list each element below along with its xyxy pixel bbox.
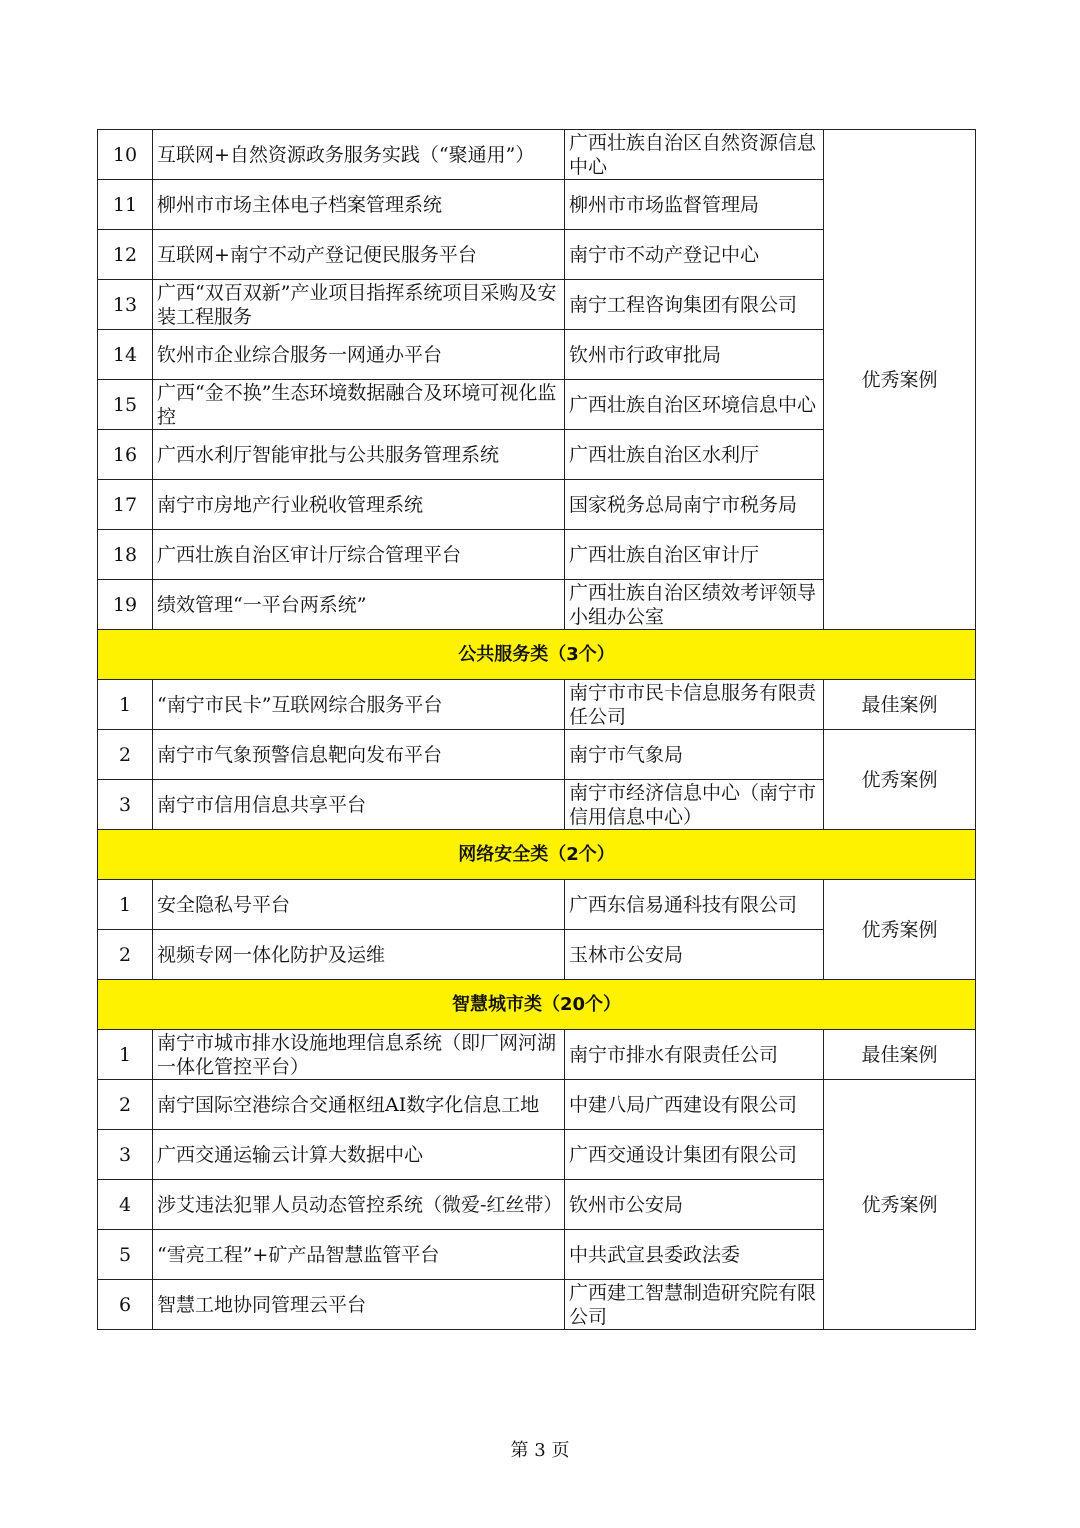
case-name: “雪亮工程”+矿产品智慧监管平台 <box>153 1230 565 1280</box>
row-number: 12 <box>98 230 153 280</box>
row-number: 19 <box>98 580 153 630</box>
case-name: 视频专网一体化防护及运维 <box>153 930 565 980</box>
case-name: 广西交通运输云计算大数据中心 <box>153 1130 565 1180</box>
row-number: 16 <box>98 430 153 480</box>
table-row <box>98 730 976 780</box>
row-number: 14 <box>98 330 153 380</box>
case-organization: 玉林市公安局 <box>565 930 824 980</box>
case-name: 柳州市市场主体电子档案管理系统 <box>153 180 565 230</box>
award-level: 优秀案例 <box>824 730 976 830</box>
section-header-cyber-security <box>98 830 976 880</box>
row-number: 18 <box>98 530 153 580</box>
case-organization: 广西壮族自治区绩效考评领导小组办公室 <box>565 580 824 630</box>
case-name: 绩效管理“一平台两系统” <box>153 580 565 630</box>
case-name: 智慧工地协同管理云平台 <box>153 1280 565 1330</box>
award-level: 优秀案例 <box>824 1080 976 1330</box>
case-organization: 钦州市公安局 <box>565 1180 824 1230</box>
case-organization: 广西壮族自治区审计厅 <box>565 530 824 580</box>
row-number: 2 <box>98 730 153 780</box>
case-name: 钦州市企业综合服务一网通办平台 <box>153 330 565 380</box>
section-header-public-service <box>98 630 976 680</box>
table-row <box>98 680 976 730</box>
case-organization: 广西壮族自治区环境信息中心 <box>565 380 824 430</box>
row-number: 17 <box>98 480 153 530</box>
page-number: 第 3 页 <box>510 1440 570 1461</box>
row-number: 15 <box>98 380 153 430</box>
case-name: 广西水利厅智能审批与公共服务管理系统 <box>153 430 565 480</box>
row-number: 10 <box>98 130 153 180</box>
case-organization: 南宁市经济信息中心（南宁市信用信息中心） <box>565 780 824 830</box>
table-row <box>98 130 976 180</box>
case-name: 互联网+自然资源政务服务实践（“聚通用”） <box>153 130 565 180</box>
case-name: 南宁市城市排水设施地理信息系统（即厂网河湖一体化管控平台） <box>153 1030 565 1080</box>
case-organization: 国家税务总局南宁市税务局 <box>565 480 824 530</box>
section-title: 智慧城市类（20个） <box>98 980 976 1030</box>
case-name: 广西“金不换”生态环境数据融合及环境可视化监控 <box>153 380 565 430</box>
case-organization: 广西壮族自治区水利厅 <box>565 430 824 480</box>
case-name: 安全隐私号平台 <box>153 880 565 930</box>
case-organization: 广西壮族自治区自然资源信息中心 <box>565 130 824 180</box>
case-name: 南宁市房地产行业税收管理系统 <box>153 480 565 530</box>
row-number: 1 <box>98 680 153 730</box>
case-organization: 广西建工智慧制造研究院有限公司 <box>565 1280 824 1330</box>
table-row <box>98 880 976 930</box>
table-row <box>98 1080 976 1130</box>
case-organization: 南宁市排水有限责任公司 <box>565 1030 824 1080</box>
row-number: 2 <box>98 930 153 980</box>
case-name: 互联网+南宁不动产登记便民服务平台 <box>153 230 565 280</box>
award-level: 优秀案例 <box>824 130 976 630</box>
award-level: 最佳案例 <box>824 1030 976 1080</box>
award-level: 最佳案例 <box>824 680 976 730</box>
case-name: 涉艾违法犯罪人员动态管控系统（微爱-红丝带） <box>153 1180 565 1230</box>
case-organization: 中共武宣县委政法委 <box>565 1230 824 1280</box>
case-organization: 广西东信易通科技有限公司 <box>565 880 824 930</box>
case-organization: 广西交通设计集团有限公司 <box>565 1130 824 1180</box>
case-organization: 南宁工程咨询集团有限公司 <box>565 280 824 330</box>
section-title: 网络安全类（2个） <box>98 830 976 880</box>
row-number: 3 <box>98 1130 153 1180</box>
row-number: 11 <box>98 180 153 230</box>
case-organization: 钦州市行政审批局 <box>565 330 824 380</box>
row-number: 5 <box>98 1230 153 1280</box>
row-number: 4 <box>98 1180 153 1230</box>
row-number: 1 <box>98 1030 153 1080</box>
row-number: 1 <box>98 880 153 930</box>
row-number: 2 <box>98 1080 153 1130</box>
row-number: 6 <box>98 1280 153 1330</box>
case-organization: 南宁市不动产登记中心 <box>565 230 824 280</box>
case-name: 南宁市气象预警信息靶向发布平台 <box>153 730 565 780</box>
case-name: 广西“双百双新”产业项目指挥系统项目采购及安装工程服务 <box>153 280 565 330</box>
case-organization: 柳州市市场监督管理局 <box>565 180 824 230</box>
case-name: “南宁市民卡”互联网综合服务平台 <box>153 680 565 730</box>
row-number: 3 <box>98 780 153 830</box>
case-name: 南宁国际空港综合交通枢纽AI数字化信息工地 <box>153 1080 565 1130</box>
case-organization: 南宁市气象局 <box>565 730 824 780</box>
section-title: 公共服务类（3个） <box>98 630 976 680</box>
table-row <box>98 1030 976 1080</box>
case-name: 广西壮族自治区审计厅综合管理平台 <box>153 530 565 580</box>
case-name: 南宁市信用信息共享平台 <box>153 780 565 830</box>
case-organization: 南宁市市民卡信息服务有限责任公司 <box>565 680 824 730</box>
section-header-smart-city <box>98 980 976 1030</box>
cases-table <box>97 129 976 1330</box>
award-level: 优秀案例 <box>824 880 976 980</box>
case-organization: 中建八局广西建设有限公司 <box>565 1080 824 1130</box>
row-number: 13 <box>98 280 153 330</box>
